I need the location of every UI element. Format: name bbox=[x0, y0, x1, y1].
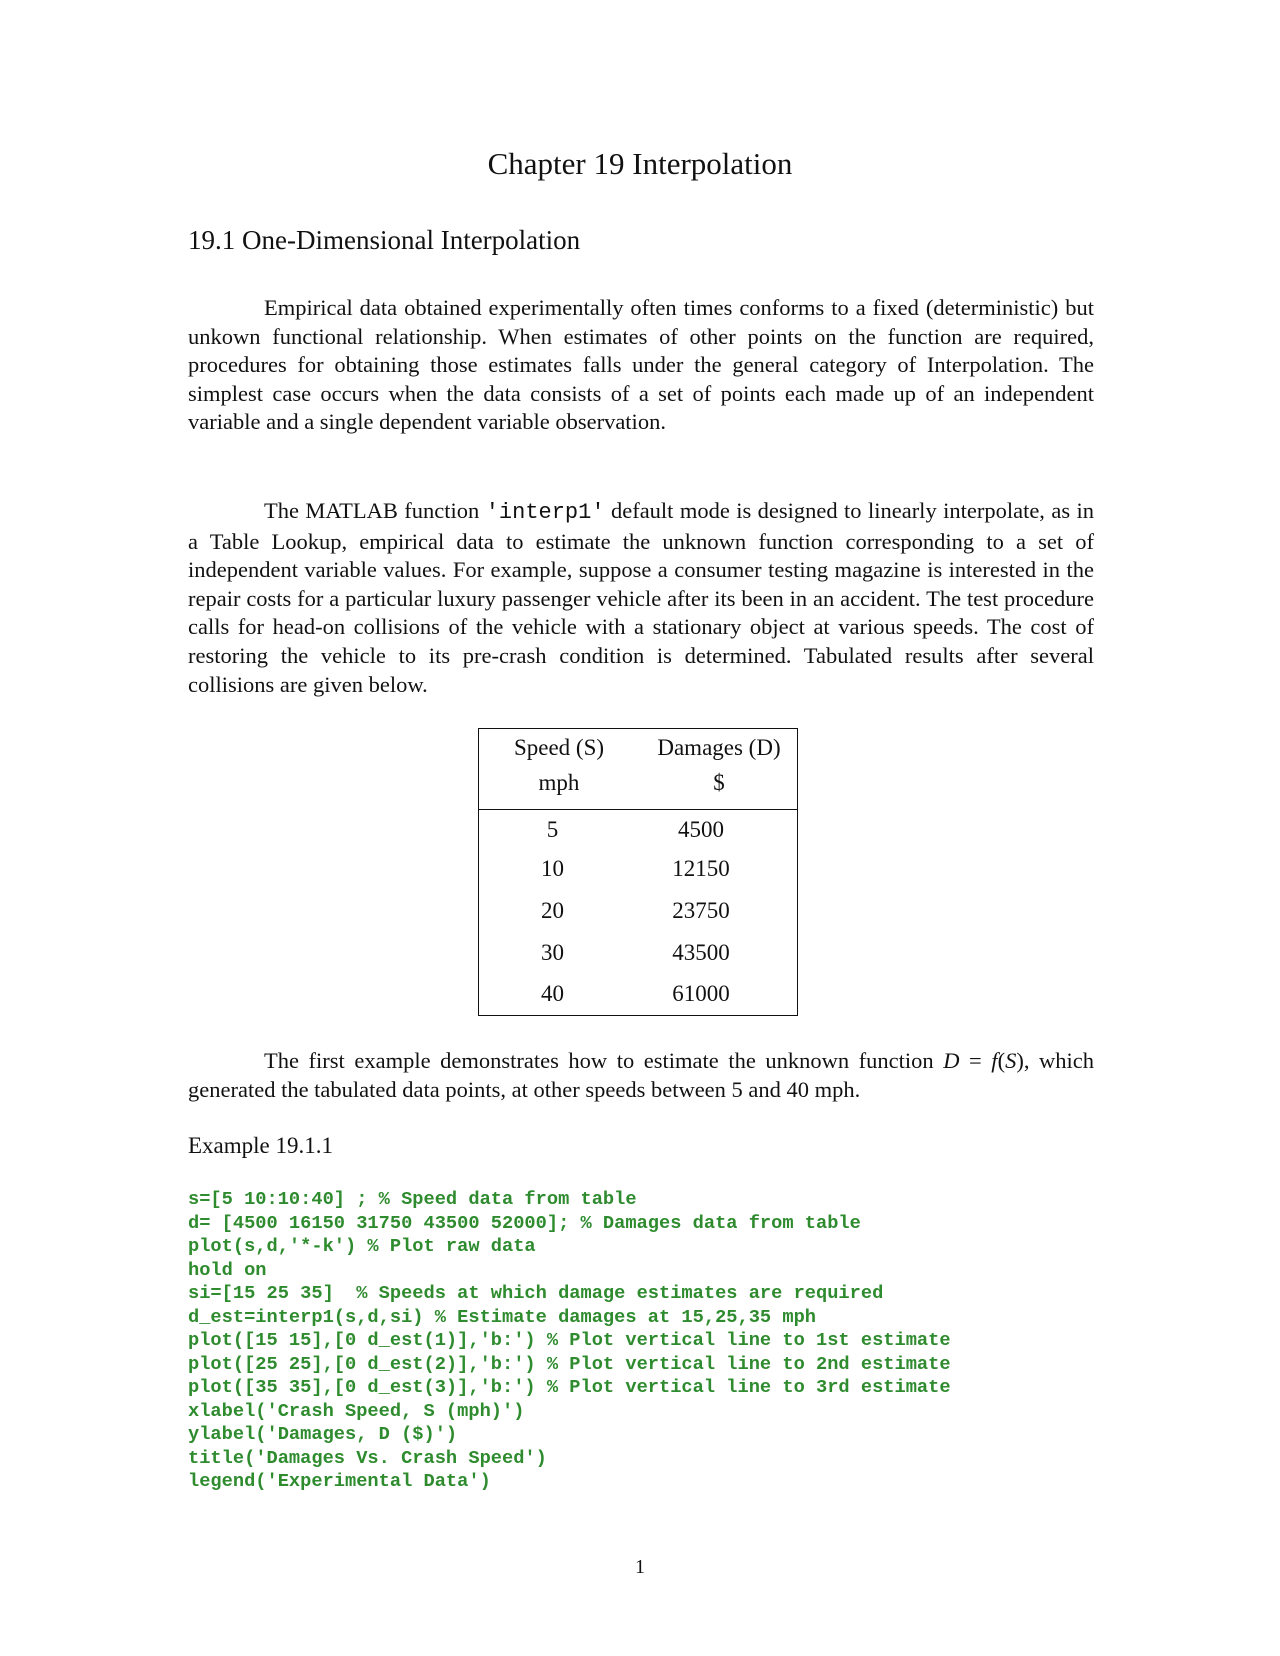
code-line: plot([35 35],[0 d_est(3)],'b:') % Plot vertical line to 3rd estimate bbox=[188, 1376, 951, 1398]
header-speed bbox=[479, 735, 639, 761]
code-line: legend('Experimental Data') bbox=[188, 1470, 491, 1492]
table-units-row bbox=[479, 770, 797, 804]
code-line: si=[15 25 35] % Speeds at which damage estimates are required bbox=[188, 1282, 884, 1304]
table-header-row bbox=[479, 735, 797, 769]
equation-paren-close: ) bbox=[1016, 1048, 1024, 1073]
cell-damages: 23750 bbox=[672, 898, 730, 923]
header-speed-text: Speed (S) bbox=[513, 735, 605, 760]
page-number: 1 bbox=[635, 1556, 645, 1578]
unit-speed: mph bbox=[538, 770, 580, 795]
header-damages bbox=[639, 735, 799, 761]
chapter-title: Chapter 19 Interpolation bbox=[487, 146, 793, 181]
cell-damages: 43500 bbox=[672, 940, 730, 965]
cell-damages: 12150 bbox=[672, 856, 730, 881]
para2-after: default mode is designed to linearly interpolate, as in a Table Lookup, empirical data to estimate the unknown function corresponding to a set of independent variable values. For example, suppose a consumer testing magazine is interested in the repair costs for a particular luxury passenger vehicle after its been in an accident. The test procedure calls for head-on collisions of the vehicle with a stationary object at various speeds. The cost of restoring the vehicle to its pre-crash condition is determined. Tabulated results after several collisions are given below. bbox=[188, 498, 1095, 697]
code-line: hold on bbox=[188, 1258, 267, 1281]
code-line: ylabel('Damages, D ($)') bbox=[188, 1423, 458, 1445]
interp1-function-name: 'interp1' bbox=[485, 500, 605, 525]
cell-speed: 20 bbox=[541, 898, 564, 923]
code-line: plot([25 25],[0 d_est(2)],'b:') % Plot vertical line to 2nd estimate bbox=[188, 1352, 951, 1375]
equation-paren-open: ( bbox=[997, 1048, 1006, 1073]
para2-before: The MATLAB function bbox=[264, 498, 486, 523]
code-line: plot([15 15],[0 d_est(1)],'b:') % Plot vertical line to 1st estimate bbox=[188, 1329, 951, 1351]
example-intro-paragraph bbox=[188, 1047, 1094, 1104]
equation-d: D bbox=[943, 1048, 960, 1073]
code-line: d_est=interp1(s,d,si) % Estimate damages at 15,25,35 mph bbox=[188, 1305, 817, 1328]
example-label: Example 19.1.1 bbox=[188, 1133, 333, 1158]
cell-speed: 5 bbox=[546, 817, 559, 842]
code-line: d= [4500 16150 31750 43500 52000]; % Damages data from table bbox=[188, 1211, 861, 1234]
code-line: plot(s,d,'*-k') % Plot raw data bbox=[188, 1235, 536, 1257]
intro-paragraph: Empirical data obtained experimentally often times conforms to a fixed (deterministic) but unkown functional relationship. When estimates of other points on the function are required, procedures for obtaining those estimates falls under the general category of Interpolation. The simplest case occurs when the data consists of a set of points each made up of an independent variable and a single dependent variable observation. bbox=[188, 295, 1094, 435]
cell-speed: 10 bbox=[541, 856, 564, 881]
equation-f: f bbox=[991, 1048, 998, 1073]
matlab-code-block bbox=[188, 1188, 951, 1494]
unit-damages: $ bbox=[713, 770, 725, 795]
code-line: xlabel('Crash Speed, S (mph)') bbox=[188, 1399, 525, 1422]
cell-speed: 40 bbox=[541, 981, 564, 1006]
matlab-paragraph bbox=[188, 497, 1094, 699]
cell-speed: 30 bbox=[541, 940, 564, 965]
speed-damages-table bbox=[478, 728, 798, 1016]
cell-damages: 4500 bbox=[678, 817, 724, 842]
para3-after: , which generated the tabulated data points, at other speeds between 5 and 40 mph. bbox=[188, 1048, 1094, 1102]
header-damages-text: Damages (D) bbox=[657, 735, 781, 760]
para3-before: The first example demonstrates how to estimate the unknown function bbox=[264, 1048, 944, 1073]
equation-equals: = bbox=[959, 1048, 992, 1073]
equation-s: S bbox=[1005, 1048, 1017, 1073]
table-header-divider bbox=[479, 809, 797, 810]
code-line: title('Damages Vs. Crash Speed') bbox=[188, 1446, 547, 1469]
code-line: s=[5 10:10:40] ; % Speed data from table bbox=[188, 1188, 637, 1210]
cell-damages: 61000 bbox=[672, 981, 730, 1006]
section-title: 19.1 One-Dimensional Interpolation bbox=[188, 225, 581, 255]
